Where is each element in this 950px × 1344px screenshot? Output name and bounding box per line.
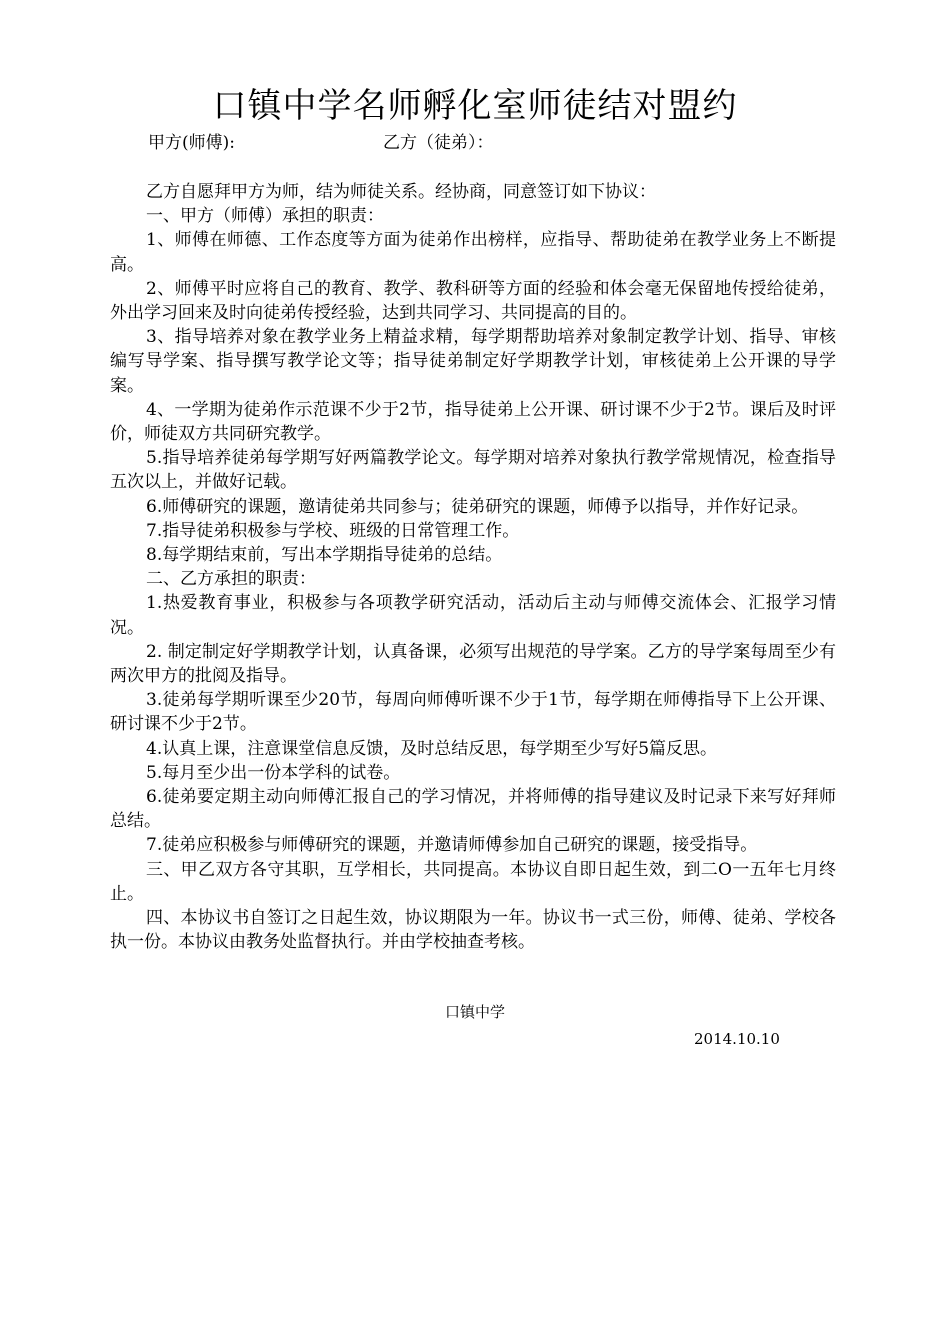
clause-b-3: 3.徒弟每学期听课至少20节，每周向师傅听课不少于1节，每学期在师傅指导下上公开课、研讨课不少于2节。	[110, 690, 836, 735]
clause-a-5: 5.指导培养徒弟每学期写好两篇教学论文。每学期对培养对象执行教学常规情况，检查指导五次以上，并做好记载。	[110, 448, 836, 493]
clause-b-1: 1.热爱教育事业，积极参与各项教学研究活动，活动后主动与师傅交流体会、汇报学习情况。	[110, 593, 836, 638]
clause-b-6: 6.徒弟要定期主动向师傅汇报自己的学习情况，并将师傅的指导建议及时记录下来写好拜师总结。	[110, 787, 836, 832]
section-four: 四、本协议书自签订之日起生效，协议期限为一年。协议书一式三份，师傅、徒弟、学校各执一份。本协议由教务处监督执行。并由学校抽查考核。	[110, 908, 836, 953]
clause-a-2: 2、师傅平时应将自己的教育、教学、教科研等方面的经验和体会毫无保留地传授给徒弟，外出学习回来及时向徒弟传授经验，达到共同学习、共同提高的目的。	[110, 278, 836, 324]
clause-b-2: 2. 制定制定好学期教学计划，认真备课，必须写出规范的导学案。乙方的导学案每周至少有两次甲方的批阅及指导。	[110, 641, 836, 687]
clause-a-7: 7.指导徒弟积极参与学校、班级的日常管理工作。	[146, 520, 520, 541]
intro-paragraph: 乙方自愿拜甲方为师，结为师徒关系。经协商，同意签订如下协议：	[146, 182, 656, 202]
clause-b-4: 4.认真上课，注意课堂信息反馈，及时总结反思，每学期至少写好5篇反思。	[146, 738, 718, 759]
clause-a-6: 6.师傅研究的课题，邀请徒弟共同参与；徒弟研究的课题，师傅予以指导，并作好记录。	[146, 496, 809, 517]
agreement-body	[110, 180, 836, 955]
clause-a-8: 8.每学期结束前，写出本学期指导徒弟的总结。	[146, 545, 503, 566]
clause-b-7: 7.徒弟应积极参与师傅研究的课题，并邀请师傅参加自己研究的课题，接受指导。	[146, 835, 758, 856]
document-title: 口镇中学名师孵化室师徒结对盟约	[212, 86, 738, 126]
clause-a-1: 1、师傅在师德、工作态度等方面为徒弟作出榜样，应指导、帮助徒弟在教学业务上不断提高。	[110, 230, 836, 275]
section-three: 三、甲乙双方各守其职，互学相长，共同提高。本协议自即日起生效，到二O一五年七月终止。	[110, 859, 836, 904]
school-signature: 口镇中学	[444, 1003, 505, 1021]
party-a-label: 甲方(师傅):	[148, 133, 235, 153]
section-heading-party-b: 二、乙方承担的职责：	[146, 569, 316, 590]
party-b-label: 乙方（徒弟）：	[383, 133, 494, 153]
clause-b-5: 5.每月至少出一份本学科的试卷。	[146, 762, 401, 783]
section-heading-party-a: 一、甲方（师傅）承担的职责：	[146, 206, 384, 227]
signing-date: 2014.10.10	[694, 1030, 780, 1048]
clause-a-4: 4、一学期为徒弟作示范课不少于2节，指导徒弟上公开课、研讨课不少于2节。课后及时评价，师徒双方共同研究教学。	[110, 399, 836, 445]
clause-a-3: 3、指导培养对象在教学业务上精益求精，每学期帮助培养对象制定教学计划、指导、审核编写导学案、指导撰写教学论文等；指导徒弟制定好学期教学计划，审核徒弟上公开课的导学案。	[110, 327, 836, 396]
